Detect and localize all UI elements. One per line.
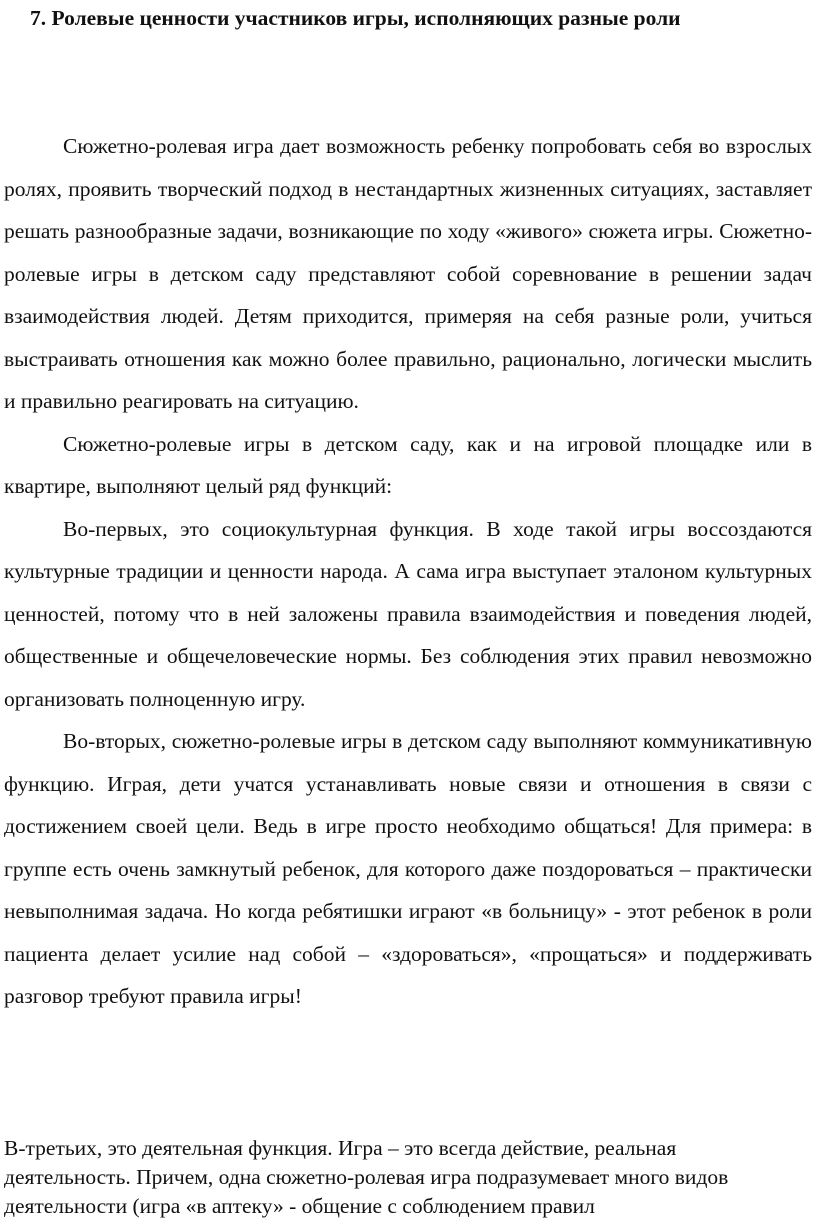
paragraph-sociocultural: Во-первых, это социокультурная функция. В ходе такой игры воссоздаются культурные традиции и ценности народа. А сама игра выступает эталоном культурных ценностей, потому что в ней заложены правила взаимодействия и поведения людей, общественные и общечеловеческие нормы. Без соблюдения этих правил невозможно организовать полноценную игру. xyxy=(4,516,812,711)
paragraph-functions: Сюжетно-ролевые игры в детском саду, как и на игровой площадке или в квартире, выполняют целый ряд функций: xyxy=(4,431,812,498)
paragraph-intro: Сюжетно-ролевая игра дает возможность ребенку попробовать себя во взрослых ролях, проявить творческий подход в нестандартных жизненных ситуациях, заставляет решать разнообразные задачи, возникающие по ходу «живого» сюжета игры. Сюжетно-ролевые игры в детском саду представляют собой соревнование в решении задач взаимодействия людей. Детям приходится, примеряя на себя разные роли, учиться выстраивать отношения как можно более правильно, рационально, логически мыслить и правильно реагировать на ситуацию. xyxy=(4,134,812,413)
paragraph-activity: В-третьих, это деятельная функция. Игра – это всегда действие, реальная деятельность. Причем, одна сюжетно-ролевая игра подразумевает много видов деятельности (игра «в аптеку» - общение с соблюдением правил xyxy=(4,1136,729,1218)
paragraph-communicative: Во-вторых, сюжетно-ролевые игры в детском саду выполняют коммуникативную функцию. Играя, дети учатся устанавливать новые связи и отношения в связи с достижением своей цели. Ведь в игре просто необходимо общаться! Для примера: в группе есть очень замкнутый ребенок, для которого даже поздороваться – практически невыполнимая задача. Но когда ребятишки играют «в больницу» - этот ребенок в роли пациента делает усилие над собой – «здороваться», «прощаться» и поддерживать разговор требуют правила игры! xyxy=(4,729,812,1008)
document-body xyxy=(4,125,812,1018)
section-heading: 7. Ролевые ценности участников игры, исполняющих разные роли xyxy=(30,6,681,30)
